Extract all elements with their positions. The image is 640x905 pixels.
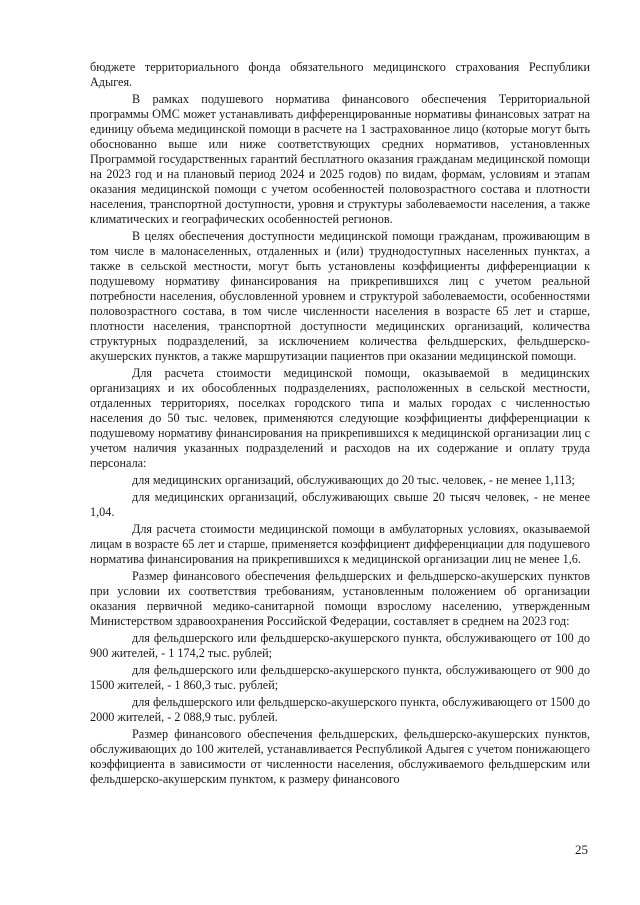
paragraph: Для расчета стоимости медицинской помощи в амбулаторных условиях, оказываемой лицам в возрасте 65 лет и старше, применяется коэффициент дифференциации для подушевого норматива финансирования на прикрепившихся к медицинской организации лиц не менее 1,6. [90, 522, 590, 566]
paragraph: Для расчета стоимости медицинской помощи, оказываемой в медицинских организациях и их обособленных подразделениях, расположенных в сельской местности, отдаленных территориях, поселках городского типа и малых городах с численностью населения до 50 тыс. человек, применяются следующие коэффициенты дифференциации к подушевому нормативу финансирования на прикрепившихся к медицинской организации лиц с учетом наличия указанных подразделений и расходов на их содержание и оплату труда персонала: [90, 366, 590, 470]
paragraph: Размер финансового обеспечения фельдшерских и фельдшерско-акушерских пунктов при условии их соответствия требованиям, установленным положением об организации оказания первичной медико-санитарной помощи взрослому населению, утвержденным Министерством здравоохранения Российской Федерации, составляет в среднем на 2023 год: [90, 569, 590, 628]
paragraph: бюджете территориального фонда обязательного медицинского страхования Республики Адыгея. [90, 60, 590, 89]
paragraph: для фельдшерского или фельдшерско-акушерского пункта, обслуживающего от 900 до 1500 жителей, - 1 860,3 тыс. рублей; [90, 663, 590, 692]
paragraph: для медицинских организаций, обслуживающих свыше 20 тысяч человек, - не менее 1,04. [90, 490, 590, 519]
paragraph: для медицинских организаций, обслуживающих до 20 тыс. человек, - не менее 1,113; [132, 473, 575, 487]
page-number: 25 [575, 842, 588, 857]
paragraph: В целях обеспечения доступности медицинской помощи гражданам, проживающим в том числе в малонаселенных, отдаленных и (или) труднодоступных населенных пунктах, а также в сельской местности, могут быть установлены коэффициенты дифференциации к подушевому нормативу финансирования на прикрепившихся лиц с учетом реальной потребности населения, обусловленной уровнем и структурой заболеваемости, особенностями половозрастного состава, в том числе численности населения в возрасте 65 лет и старше, плотности населения, транспортной доступности медицинских организаций, количества структурных подразделений, за исключением количества фельдшерских, фельдшерско-акушерских пунктов, а также маршрутизации пациентов при оказании медицинской помощи. [90, 229, 590, 363]
paragraph: для фельдшерского или фельдшерско-акушерского пункта, обслуживающего от 1500 до 2000 жителей, - 2 088,9 тыс. рублей. [90, 695, 590, 724]
paragraph: для фельдшерского или фельдшерско-акушерского пункта, обслуживающего от 100 до 900 жителей, - 1 174,2 тыс. рублей; [90, 631, 590, 660]
paragraph: В рамках подушевого норматива финансового обеспечения Территориальной программы ОМС может устанавливать дифференцированные нормативы финансовых затрат на единицу объема медицинской помощи в расчете на 1 застрахованное лицо (которые могут быть обоснованно выше или ниже соответствующих средних нормативов, установленных Программой государственных гарантий бесплатного оказания гражданам медицинской помощи на 2023 год и на плановый период 2024 и 2025 годов) по видам, формам, условиям и этапам оказания медицинской помощи с учетом особенностей половозрастного состава и плотности населения, транспортной доступности, уровня и структуры заболеваемости населения, а также климатических и географических особенностей регионов. [90, 92, 590, 226]
paragraph: Размер финансового обеспечения фельдшерских, фельдшерско-акушерских пунктов, обслуживающих до 100 жителей, устанавливается Республикой Адыгея с учетом понижающего коэффициента в зависимости от численности населения, обслуживаемого фельдшерским или фельдшерско-акушерским пунктом, к размеру финансового [90, 727, 590, 786]
document-body [90, 60, 590, 789]
